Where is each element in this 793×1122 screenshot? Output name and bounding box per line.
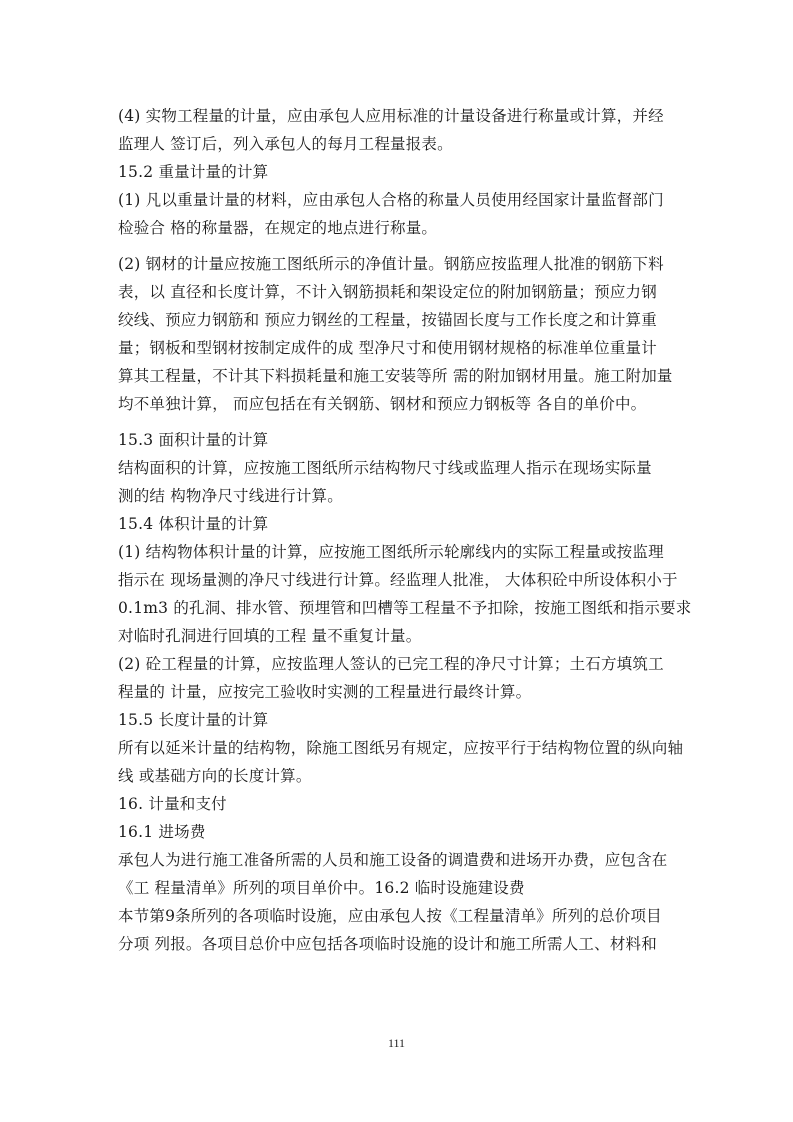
- text-line: 结构面积的计算，应按施工图纸所示结构物尺寸线或监理人指示在现场实际量: [118, 459, 652, 477]
- text-line: (1) 凡以重量计量的材料，应由承包人合格的称量人员使用经国家计量监督部门: [118, 191, 664, 209]
- text-line: (1) 结构物体积计量的计算，应按施工图纸所示轮廓线内的实际工程量或按监理: [118, 543, 664, 561]
- text-line: (4) 实物工程量的计量，应由承包人应用标准的计量设备进行称量或计算，并经: [118, 107, 664, 125]
- text-line: 绞线、预应力钢筋和 预应力钢丝的工程量，按锚固长度与工作长度之和计算重: [118, 311, 657, 329]
- text-line: 指示在 现场量测的净尺寸线进行计算。经监理人批准， 大体积砼中所设体积小于: [118, 571, 678, 589]
- text-line: 所有以延米计量的结构物，除施工图纸另有规定，应按平行于结构物位置的纵向轴: [118, 739, 684, 757]
- section-heading: 16.1 进场费: [118, 823, 206, 841]
- text-line: 《工 程量清单》所列的项目单价中。16.2 临时设施建设费: [118, 879, 525, 897]
- text-line: 程量的 计量，应按完工验收时实测的工程量进行最终计算。: [118, 683, 532, 701]
- text-line: 检验合 格的称量器，在规定的地点进行称量。: [118, 219, 438, 237]
- text-line: 均不单独计算， 而应包括在有关钢筋、钢材和预应力钢板等 各自的单价中。: [118, 395, 647, 413]
- text-line: 对临时孔洞进行回填的工程 量不重复计量。: [118, 627, 422, 645]
- text-line: 承包人为进行施工准备所需的人员和施工设备的调遣费和进场开办费，应包含在: [118, 851, 668, 869]
- section-heading: 15.2 重量计量的计算: [118, 163, 269, 181]
- text-line: 监理人 签订后，列入承包人的每月工程量报表。: [118, 135, 453, 153]
- section-heading: 15.5 长度计量的计算: [118, 711, 269, 729]
- text-line: (2) 砼工程量的计算，应按监理人签认的已完工程的净尺寸计算；土石方填筑工: [118, 655, 664, 673]
- section-heading: 15.3 面积计量的计算: [118, 431, 269, 449]
- section-heading: 16. 计量和支付: [118, 795, 227, 813]
- text-line: 算其工程量，不计其下料损耗量和施工安装等所 需的附加钢材用量。施工附加量: [118, 367, 673, 385]
- text-line: 0.1m3 的孔洞、排水管、预埋管和凹槽等工程量不予扣除，按施工图纸和指示要求: [118, 599, 692, 617]
- text-line: 量；钢板和型钢材按制定成件的成 型净尺寸和使用钢材规格的标准单位重量计: [118, 339, 657, 357]
- text-line: 表，以 直径和长度计算，不计入钢筋损耗和架设定位的附加钢筋量；预应力钢: [118, 283, 657, 301]
- text-line: 本节第9条所列的各项临时设施，应由承包人按《工程量清单》所列的总价项目: [118, 907, 662, 925]
- text-line: 分项 列报。各项目总价中应包括各项临时设施的设计和施工所需人工、材料和: [118, 935, 657, 953]
- text-line: (2) 钢材的计量应按施工图纸所示的净值计量。钢筋应按监理人批准的钢筋下料: [118, 255, 664, 273]
- section-heading: 15.4 体积计量的计算: [118, 515, 269, 533]
- document-body: [118, 102, 692, 958]
- text-line: 线 或基础方向的长度计算。: [118, 767, 312, 785]
- page-number: 111: [387, 1036, 406, 1050]
- text-line: 测的结 构物净尺寸线进行计算。: [118, 487, 343, 505]
